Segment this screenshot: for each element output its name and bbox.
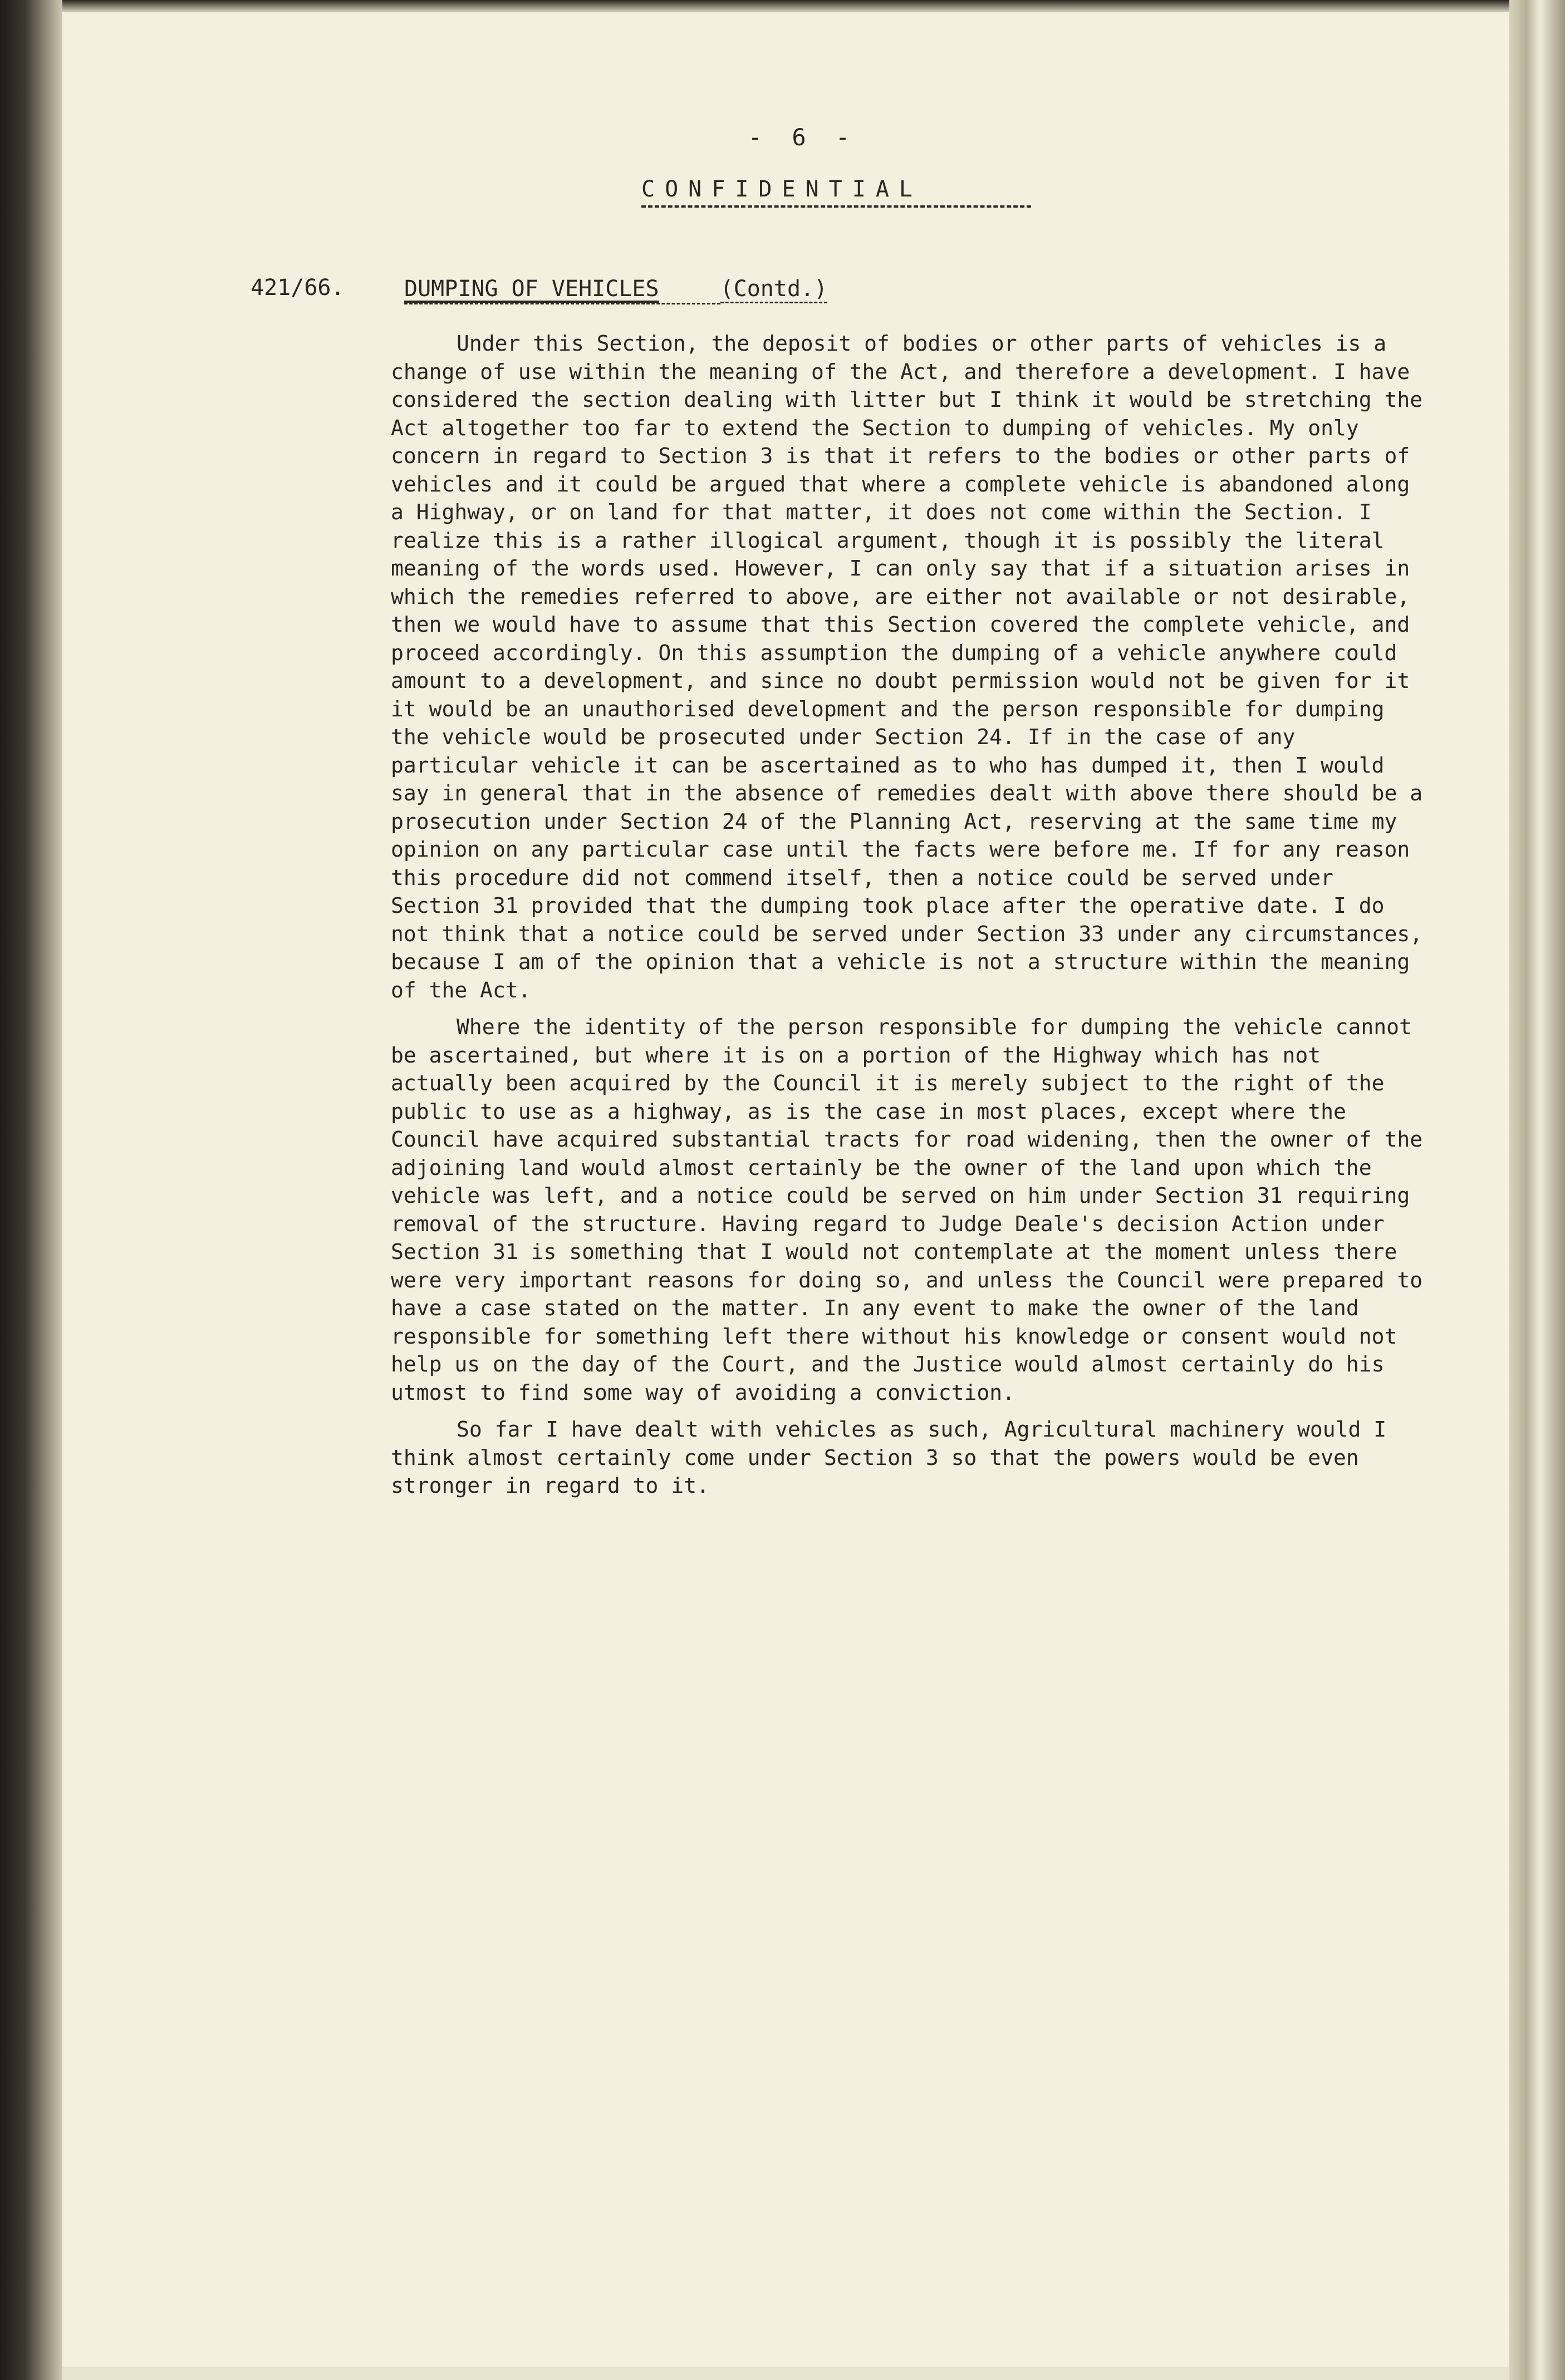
classification-label: CONFIDENTIAL	[641, 176, 1031, 208]
reference-number: 421/66.	[251, 275, 345, 301]
paragraph: Where the identity of the person responsible for dumping the vehicle cannot be ascertained, but where it is on a portion of the Highway which has not actually been acquired by the Council it is merely subject to the right of the public to use as a highway, as is the case in most places, except where the Council have acquired substantial tracts for road widening, then the owner of the adjoining land would almost certainly be the owner of the land upon which the vehicle was left, and a notice could be served on him under Section 31 requiring removal of the structure. Having regard to Judge Deale's decision Action under Section 31 is something that I would not contemplate at the moment unless there were very important reasons for doing so, and unless the Council were prepared to have a case stated on the matter. In any event to make the owner of the land responsible for something left there without his knowledge or consent would not help us on the day of the Court, and the Justice would almost certainly do his utmost to find some way of avoiding a conviction.	[391, 1015, 1423, 1405]
binding-edge-left	[0, 0, 62, 2380]
paragraph: Under this Section, the deposit of bodies or other parts of vehicles is a change of use within the meaning of the Act, and therefore a development. I have considered the section dealing with litter but I think it would be stretching the Act altogether too far to extend the Section to dumping of vehicles. My only concern in regard to Section 3 is that it refers to the bodies or other parts of vehicles and it could be argued that where a complete vehicle is abandoned along a Highway, or on land for that matter, it does not come within the Section. I realize this is a rather illogical argument, though it is possibly the literal meaning of the words used. However, I can only say that if a situation arises in which the remedies referred to above, are either not available or not desirable, then we would have to assume that this Section covered the complete vehicle, and proceed accordingly. On this assumption the dumping of a vehicle anywhere could amount to a development, and since no doubt permission would not be given for it it would be an unauthorised development and the person responsible for dumping the vehicle would be prosecuted under Section 24. If in the case of any particular vehicle it can be ascertained as to who has dumped it, then I would say in general that in the absence of remedies dealt with above there should be a prosecution under Section 24 of the Planning Act, reserving at the same time my opinion on any particular case until the facts were before me. If for any reason this procedure did not commend itself, then a notice could be served under Section 31 provided that the dumping took place after the operative date. I do not think that a notice could be served under Section 33 under any circumstances, because I am of the opinion that a vehicle is not a structure within the meaning of the Act.	[391, 331, 1423, 1002]
heading-suffix: (Contd.)	[720, 276, 828, 303]
page-number: - 6 -	[748, 124, 858, 151]
body-text	[391, 330, 1426, 1509]
heading-title: DUMPING OF VEHICLES	[404, 275, 720, 304]
document-page	[62, 12, 1509, 2367]
page-stack-edge-right	[1509, 0, 1565, 2380]
paragraph: So far I have dealt with vehicles as such, Agricultural machinery would I think almost certainly come under Section 3 so that the powers would be even stronger in regard to it.	[391, 1417, 1387, 1498]
scan-edge-top	[0, 0, 1565, 12]
section-heading	[404, 275, 827, 304]
